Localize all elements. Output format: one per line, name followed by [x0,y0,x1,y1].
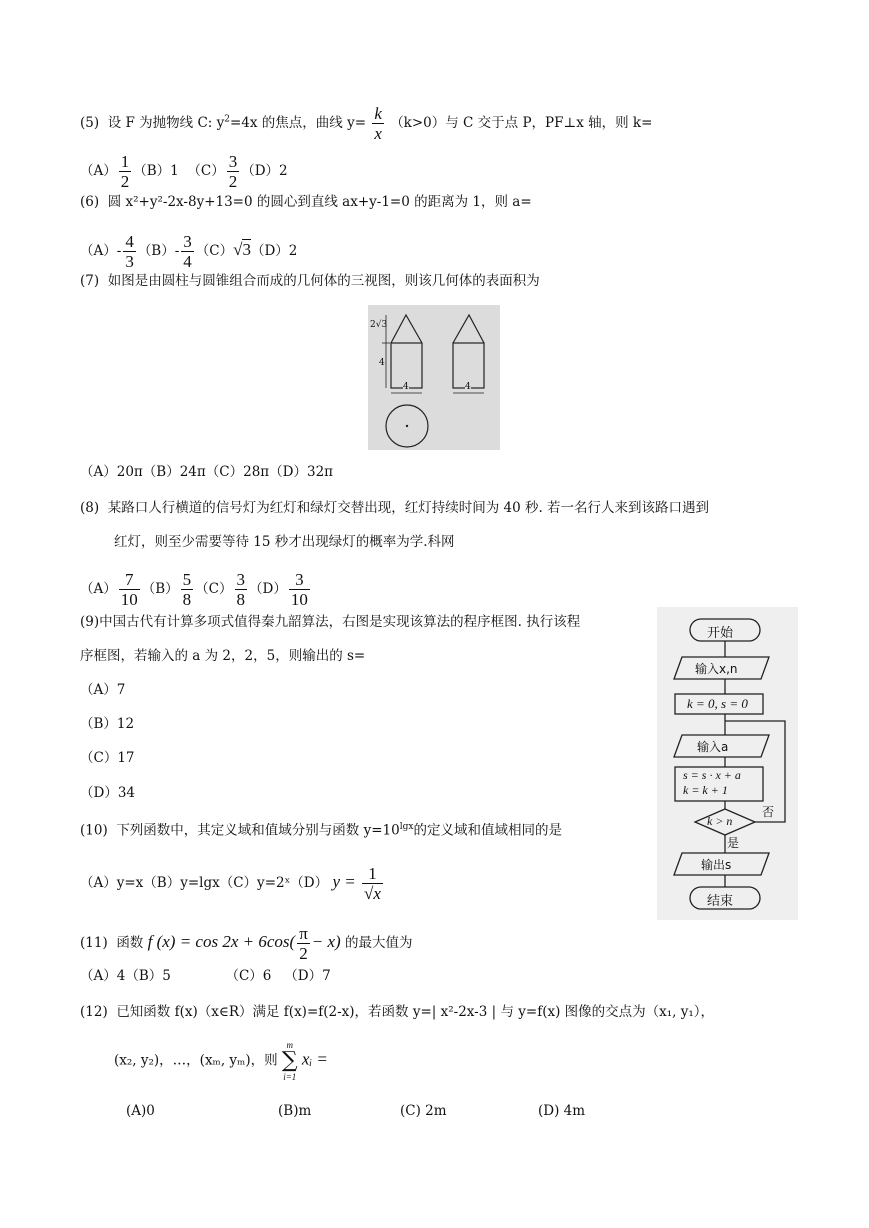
q8-stem-line2: 红灯，则至少需要等待 15 秒才出现绿灯的概率为学.科网 [114,534,455,550]
dim-label-side-width: 4 [465,382,471,392]
flow-update-k: k = k + 1 [683,783,728,797]
flow-update-s: s = s · x + a [683,768,741,782]
flow-input-xn: 输入x,n [695,662,738,676]
q10-options: （A）y=x（B）y=lgx（C）y=2ˣ（D） y = $\frac{1}{√x}$ [80,864,381,903]
q11-options: （A）4（B）5 （C）6 （D）7 [80,968,331,984]
flow-yes-label: 是 [727,836,740,850]
q8-stem: (8) 某路口人行横道的信号灯为红灯和绿灯交替出现，红灯持续时间为 40 秒. 若一名行人来到该路口遇到 [80,500,710,516]
q5-options: （A） $\frac{1}{2}$ （B）1 （C） $\frac{3}{2}$ （D）2 [80,152,288,191]
flow-output: 输出s [701,858,732,872]
flow-init: k = 0, s = 0 [687,696,748,711]
flow-input-a: 输入a [697,740,729,754]
dim-label-cylinder-height: 4 [379,358,385,368]
dim-label-cone-height: 2√3 [370,320,388,330]
q12-option-a: (A)0 [126,1103,155,1119]
q9-option-a: （A）7 [80,682,126,698]
q9-stem: (9)中国古代有计算多项式值得秦九韶算法，右图是实现该算法的程序框图. 执行该程 [80,614,581,630]
q12-option-d: (D) 4m [538,1103,586,1119]
q12-option-c: (C) 2m [400,1103,447,1119]
q6-stem: (6) 圆 x²+y²-2x-8y+13=0 的圆心到直线 ax+y-1=0 的距离为 1，则 a= [80,194,532,210]
flow-no-label: 否 [762,805,775,819]
q12-stem: (12) 已知函数 f(x)（x∈R）满足 f(x)=f(2-x)，若函数 y=| x²-2x-3 | 与 y=f(x) 图像的交点为（x₁, y₁）， [80,1004,715,1020]
flow-start: 开始 [707,626,734,641]
q10-stem: (10) 下列函数中，其定义域和值域分别与函数 $y=10^{lgx}$的定义域和值域相同的是 [80,822,562,839]
q12-stem-line2: (x₂, y₂)，…，(xₘ, yₘ)，则 m ∑ i=1 xᵢ = [114,1040,328,1082]
three-view-figure [368,305,500,450]
sqrt-symbol: √ [233,240,243,259]
q6-options: （A）- $\frac{4}{3}$ （B）- $\frac{3}{4}$ （C）√3（D）2 [80,232,298,271]
q8-options: （A） $\frac{7}{10}$ （B） $\frac{5}{8}$ （C） $\frac{3}{8}$ （D） $\frac{3}{10}$ [80,570,308,609]
q9-option-c: （C）17 [80,750,135,766]
q9-option-b: （B）12 [80,716,135,732]
flowchart [657,607,798,920]
summation: m ∑ i=1 [281,1040,298,1082]
dim-label-front-width: 4 [403,382,409,392]
q9-stem-line2: 序框图，若输入的 a 为 2，2，5，则输出的 s= [80,648,366,664]
flow-end: 结束 [707,894,734,909]
q12-option-b: (B)m [278,1103,312,1119]
q9-option-d: （D）34 [80,785,136,801]
q11-stem: (11) 函数 f (x) = cos 2x + 6cos( $\frac{\pi}{2}$ − x) 的最大值为 [80,924,413,963]
q7-stem: (7) 如图是由圆柱与圆锥组合而成的几何体的三视图，则该几何体的表面积为 [80,273,540,289]
flow-condition: k > n [707,814,733,828]
q7-options: （A）20π（B）24π（C）28π（D）32π [80,464,334,480]
q5-stem: (5) 设 F 为抛物线 C: $y^2=4x$ 的焦点，曲线 y= $\frac{k}{x}$ （k>0）与 C 交于点 P，PF⊥x 轴，则 k= [80,104,653,143]
